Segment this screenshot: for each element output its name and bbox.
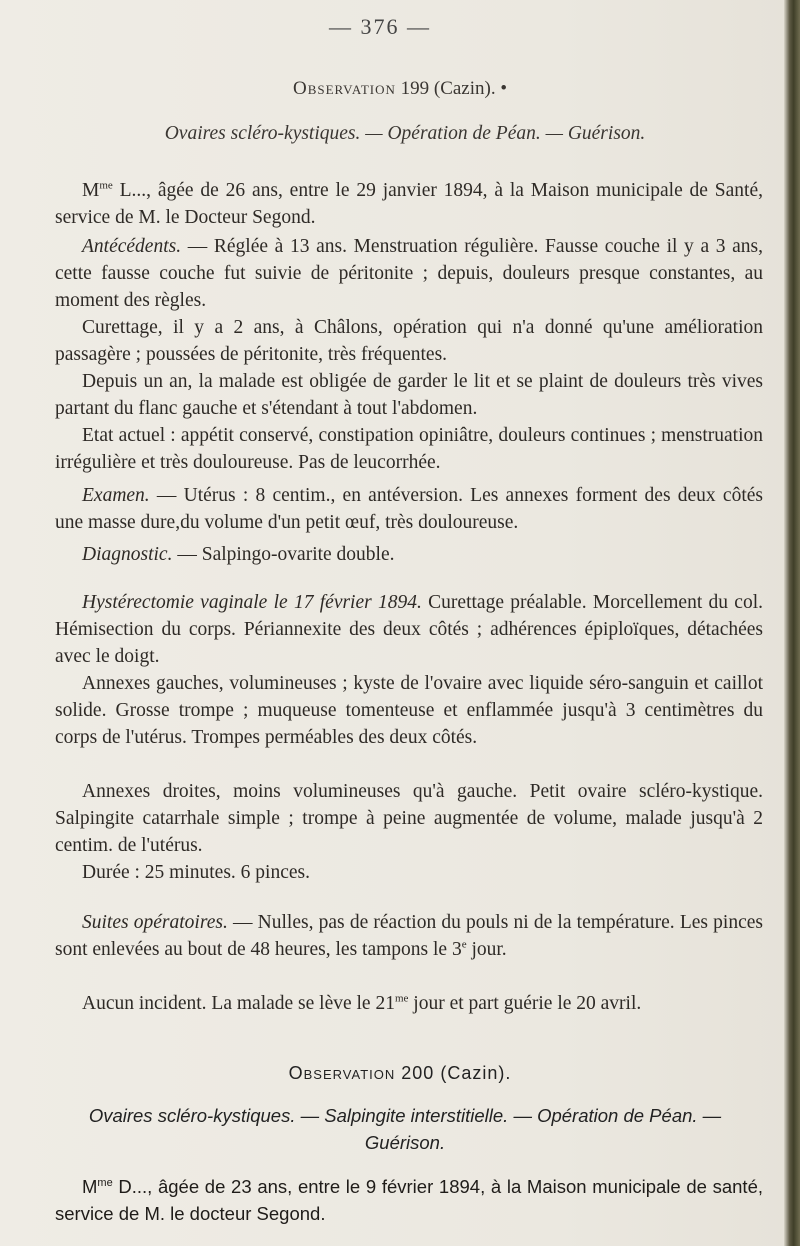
paragraph-text: jour et part guérie le 20 avril. (408, 993, 642, 1014)
paragraph-current-state: Etat actuel : appétit conservé, constipation opiniâtre, douleurs continues ; menstruation irrégulière et très douloureuse. Pas de leucorrhée. (55, 425, 763, 473)
binding-edge (784, 0, 800, 1246)
observation-author: (Cazin). (433, 78, 496, 99)
paragraph-admission-199: $M^{me}$ L..., âgée de 26 ans, entre le 29 janvier 1894, à la Maison municipale de Santé, service de M. le Docteur Segond. (55, 179, 763, 228)
paragraph-history: Depuis un an, la malade est obligée de garder le lit et se plaint de douleurs très vives partant du flanc gauche et s'étendant à tout l'abdomen. (55, 371, 763, 419)
observation-199-heading (0, 78, 800, 100)
title-superscript: me (97, 1176, 113, 1189)
margin-mark: • (500, 78, 508, 99)
paragraph-duree: Durée : 25 minutes. 6 pinces. (82, 862, 310, 883)
section-lead: Antécédents. (82, 236, 182, 257)
section-lead: Examen. (82, 485, 150, 506)
section-lead: Hystérectomie vaginale le 17 février 1894. (82, 592, 422, 613)
observation-199-subtitle: Ovaires scléro-kystiques. — Opération de Péan. — Guérison. (164, 123, 646, 144)
paragraph-text: — Réglée à 13 ans. Menstruation régulière. Fausse couche il y a 3 ans, cette fausse couche fut suivie de péritonite ; depuis, douleurs presque constantes, au moment des règles. (55, 236, 763, 311)
paragraph-suites (55, 910, 763, 964)
paragraph-examen (55, 483, 763, 537)
observation-label: Observation (292, 78, 396, 99)
page-number: — 376 — (329, 14, 431, 39)
observation-number: 200 (401, 1063, 435, 1083)
paragraph-annexes-droites: Annexes droites, moins volumineuses qu'à gauche. Petit ovaire scléro-kystique. Salpingite catarrhale simple ; trompe à peine augmentée de volume, malade jusqu'à 2 centim. de l'utérus. (55, 781, 763, 856)
paragraph-text: — Utérus : 8 centim., en antéversion. Les annexes forment des deux côtés une masse dure,du volume d'un petit œuf, très douloureuse. (55, 485, 763, 533)
section-lead: Diagnostic. (82, 544, 173, 565)
paragraph-text: D..., âgée de 23 ans, entre le 9 février 1894, à la Maison municipale de santé, service de M. le docteur Segond. (55, 1176, 763, 1224)
observation-label: Observation (288, 1063, 396, 1083)
paragraph-hysterectomie (55, 590, 763, 671)
paragraph-text: L..., âgée de 26 ans, entre le 29 janvier 1894, à la Maison municipale de Santé, service de M. le Docteur Segond. (55, 180, 763, 228)
observation-200-subtitle: Ovaires scléro-kystiques. — Salpingite interstitielle. — Opération de Péan. — Guérison. (88, 1105, 722, 1153)
paragraph-tail: jour. (466, 938, 507, 960)
paragraph-text: Curettage préalable. Morcellement du col. Hémisection du corps. Périannexite des deux côtés ; adhérences épiploïques, détachées avec le doigt. (55, 592, 764, 667)
observation-200-heading (0, 1063, 800, 1084)
paragraph-text: — Salpingo-ovarite double. (172, 544, 395, 565)
ordinal-superscript: me (394, 992, 409, 1005)
paragraph-antecedents (55, 234, 763, 315)
observation-number: 199 (400, 78, 430, 99)
paragraph-diagnostic (55, 542, 763, 569)
paragraph-annexes-gauches: Annexes gauches, volumineuses ; kyste de l'ovaire avec liquide séro-sanguin et caillot solide. Grosse trompe ; muqueuse tomenteuse et enflammée jusqu'à 3 centimètres du corps de l'utérus. Trompes perméables des deux côtés. (55, 673, 763, 748)
ordinal-superscript: e (461, 938, 467, 951)
paragraph-curettage: Curettage, il y a 2 ans, à Châlons, opération qui n'a donné qu'une amélioration passagère ; poussées de péritonite, très fréquentes. (55, 317, 763, 365)
paragraph-text: — Nulles, pas de réaction du pouls ni de la température. Les pinces sont enlevées au bout de 48 heures, les tampons le 3 (55, 912, 763, 960)
observation-author: (Cazin). (440, 1063, 512, 1083)
title-superscript: me (99, 179, 113, 192)
paragraph-admission-200: $M^{me}$ D..., âgée de 23 ans, entre le 9 février 1894, à la Maison municipale de santé, service de M. le docteur Segond. (55, 1176, 763, 1224)
section-lead: Suites opératoires. (82, 912, 228, 933)
paragraph-text: Aucun incident. La malade se lève le 21 (82, 993, 395, 1014)
paragraph-incident (55, 991, 763, 1018)
